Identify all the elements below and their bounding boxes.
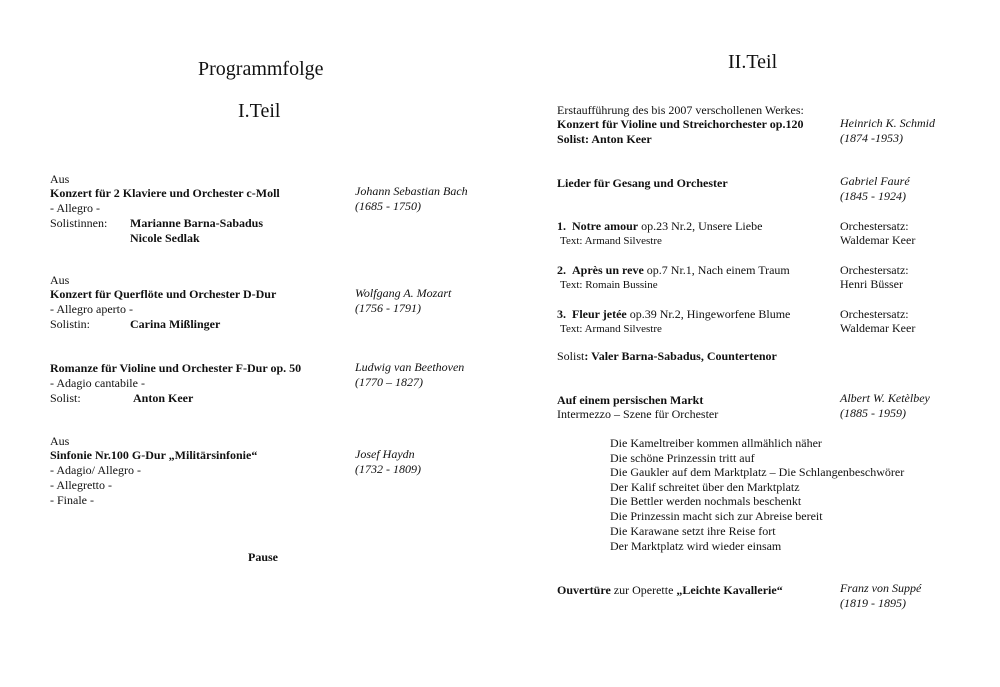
piece-composer-years: (1845 - 1924) xyxy=(840,189,906,203)
piece-aus-label: Aus xyxy=(50,434,70,448)
piece-composer: Josef Haydn xyxy=(355,447,415,461)
song-lyricist: Text: Armand Silvestre xyxy=(560,323,662,335)
song-name: Fleur jetée xyxy=(572,307,627,321)
song-name: Notre amour xyxy=(572,219,639,233)
lieder-soloist xyxy=(557,349,777,364)
piece-composer: Johann Sebastian Bach xyxy=(355,184,468,198)
lieder-soloist-label: Solist xyxy=(557,349,585,363)
scene-line: Der Kalif schreitet über den Marktplatz xyxy=(610,480,800,494)
part-two-heading: II.Teil xyxy=(728,51,778,73)
piece-title: Konzert für Querflöte und Orchester D-Dur xyxy=(50,287,277,301)
piece-movement: - Adagio/ Allegro - xyxy=(50,463,141,477)
song-title-line xyxy=(557,263,790,278)
song-detail: op.7 Nr.1, Nach einem Traum xyxy=(643,263,790,277)
song-number: 2. xyxy=(557,263,566,277)
program-heading: Programmfolge xyxy=(198,58,324,80)
scene-line: Die Kameltreiber kommen allmählich näher xyxy=(610,436,822,450)
overture-title: Ouvertüre xyxy=(557,583,611,597)
piece-soloist-label: Solistinnen: xyxy=(50,216,108,230)
scene-line: Die Karawane setzt ihre Reise fort xyxy=(610,524,776,538)
lieder-soloist-name: : Valer Barna-Sabadus, Countertenor xyxy=(584,349,777,363)
scene-line: Die Bettler werden nochmals beschenkt xyxy=(610,494,802,508)
song-title-line xyxy=(557,219,762,234)
piece-composer: Gabriel Fauré xyxy=(840,174,910,188)
overture-middle: zur Operette xyxy=(610,583,677,597)
song-number: 1. xyxy=(557,219,566,233)
piece-title: Auf einem persischen Markt xyxy=(557,393,704,407)
scene-line: Die schöne Prinzessin tritt auf xyxy=(610,451,755,465)
premiere-intro: Erstaufführung des bis 2007 verschollenen Werkes: xyxy=(557,103,804,117)
song-arranger-label: Orchestersatz: xyxy=(840,307,909,321)
piece-title: Konzert für Violine und Streichorchester op.120 xyxy=(557,117,804,131)
piece-composer-years: (1874 -1953) xyxy=(840,131,903,145)
piece-composer-years: (1756 - 1791) xyxy=(355,301,421,315)
piece-soloist: Solist: Anton Keer xyxy=(557,132,652,146)
piece-soloist-label: Solist: xyxy=(50,391,81,405)
piece-composer-years: (1685 - 1750) xyxy=(355,199,421,213)
piece-composer-years: (1819 - 1895) xyxy=(840,596,906,610)
piece-aus-label: Aus xyxy=(50,172,70,186)
piece-title: Romanze für Violine und Orchester F-Dur op. 50 xyxy=(50,361,302,375)
piece-movement: - Allegro - xyxy=(50,201,100,215)
song-lyricist: Text: Armand Silvestre xyxy=(560,235,662,247)
pause-label: Pause xyxy=(248,550,278,564)
piece-subtitle: Intermezzo – Szene für Orchester xyxy=(557,407,719,421)
song-title-line xyxy=(557,307,790,322)
song-detail: op.23 Nr.2, Unsere Liebe xyxy=(638,219,763,233)
piece-soloist-label: Solistin: xyxy=(50,317,91,331)
song-arranger: Waldemar Keer xyxy=(840,233,916,247)
piece-movement: - Finale - xyxy=(50,493,94,507)
piece-composer-years: (1732 - 1809) xyxy=(355,462,421,476)
piece-composer: Albert W. Ketèlbey xyxy=(840,391,930,405)
song-arranger-label: Orchestersatz: xyxy=(840,219,909,233)
song-detail: op.39 Nr.2, Hingeworfene Blume xyxy=(626,307,791,321)
piece-composer: Heinrich K. Schmid xyxy=(840,116,935,130)
piece-aus-label: Aus xyxy=(50,273,70,287)
scene-line: Die Prinzessin macht sich zur Abreise bereit xyxy=(610,509,823,523)
piece-composer-years: (1770 – 1827) xyxy=(355,375,423,389)
piece-soloist: Marianne Barna-Sabadus xyxy=(130,216,264,230)
piece-movement: - Allegretto - xyxy=(50,478,112,492)
overture-title-line xyxy=(557,583,783,598)
overture-work: „Leichte Kavallerie“ xyxy=(676,583,783,597)
song-lyricist: Text: Romain Bussine xyxy=(560,279,658,291)
song-arranger: Henri Büsser xyxy=(840,277,903,291)
piece-soloist: Anton Keer xyxy=(133,391,194,405)
song-arranger: Waldemar Keer xyxy=(840,321,916,335)
scene-line: Der Marktplatz wird wieder einsam xyxy=(610,539,782,553)
piece-title: Sinfonie Nr.100 G-Dur „Militärsinfonie“ xyxy=(50,448,258,462)
piece-composer: Franz von Suppé xyxy=(840,581,922,595)
piece-movement: - Adagio cantabile - xyxy=(50,376,145,390)
piece-title: Lieder für Gesang und Orchester xyxy=(557,176,728,190)
piece-composer: Wolfgang A. Mozart xyxy=(355,286,452,300)
piece-movement: - Allegro aperto - xyxy=(50,302,133,316)
piece-composer: Ludwig van Beethoven xyxy=(355,360,465,374)
piece-composer-years: (1885 - 1959) xyxy=(840,406,906,420)
scene-line: Die Gaukler auf dem Marktplatz – Die Schlangenbeschwörer xyxy=(610,465,905,479)
piece-soloist: Nicole Sedlak xyxy=(130,231,200,245)
piece-soloist: Carina Mißlinger xyxy=(130,317,221,331)
song-arranger-label: Orchestersatz: xyxy=(840,263,909,277)
song-number: 3. xyxy=(557,307,566,321)
song-name: Après un reve xyxy=(572,263,644,277)
piece-title: Konzert für 2 Klaviere und Orchester c-Moll xyxy=(50,186,280,200)
part-one-heading: I.Teil xyxy=(238,100,281,122)
